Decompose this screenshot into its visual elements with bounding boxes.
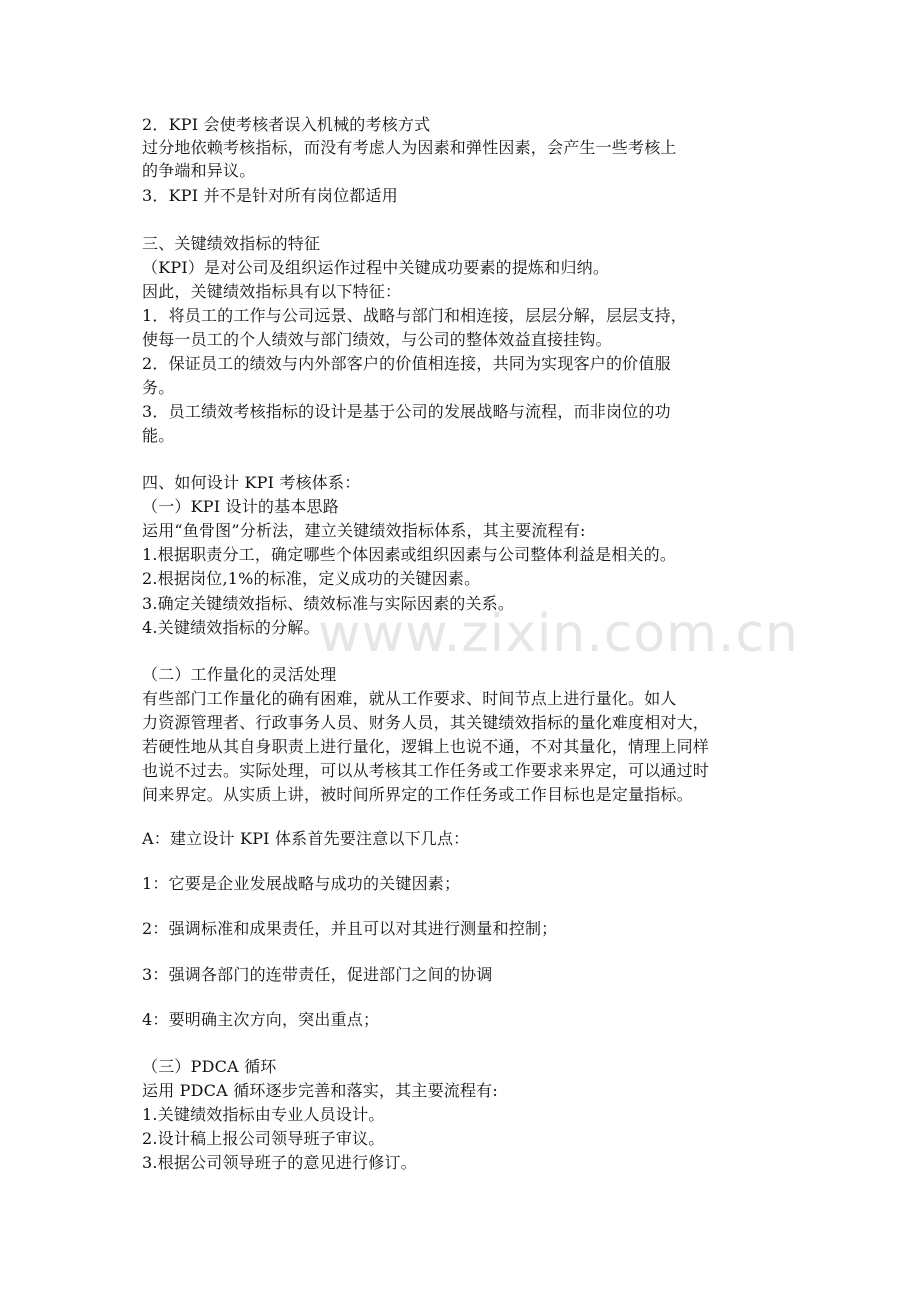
subsection-heading: （二）工作量化的灵活处理 xyxy=(142,665,337,684)
text-line: 的争端和异议。 xyxy=(142,161,256,180)
text-line: 2．KPI 会使考核者误入机械的考核方式 xyxy=(142,115,431,134)
section-heading: 三、关键绩效指标的特征 xyxy=(142,234,321,253)
text-line: 若硬性地从其自身职责上进行量化，逻辑上也说不通，不对其量化，情理上同样 xyxy=(142,737,710,756)
text-line: 2．保证员工的绩效与内外部客户的价值相连接，共同为实现客户的价值服 xyxy=(142,354,671,373)
list-item: 1：它要是企业发展战略与成功的关键因素； xyxy=(142,874,461,893)
text-line: 1．将员工的工作与公司远景、战略与部门和相连接，层层分解，层层支持， xyxy=(142,306,687,325)
text-line: 有些部门工作量化的确有困难，就从工作要求、时间节点上进行量化。如人 xyxy=(142,689,677,708)
list-item: 4：要明确主次方向，突出重点； xyxy=(142,1010,380,1029)
list-item: 2：强调标准和成果责任，并且可以对其进行测量和控制； xyxy=(142,919,558,938)
list-item: 3.确定关键绩效指标、绩效标准与实际因素的关系。 xyxy=(142,594,515,613)
list-item: 3：强调各部门的连带责任，促进部门之间的协调 xyxy=(142,965,493,984)
subsection-heading: （三）PDCA 循环 xyxy=(142,1057,277,1076)
text-line: 运用“鱼骨图”分析法，建立关键绩效指标体系，其主要流程有: xyxy=(142,521,586,540)
text-line: （KPI）是对公司及组织运作过程中关键成功要素的提炼和归纳。 xyxy=(142,258,610,277)
text-line: 3．KPI 并不是针对所有岗位都适用 xyxy=(142,186,398,205)
list-item: 2.设计稿上报公司领导班子审议。 xyxy=(142,1129,385,1148)
text-line: 使每一员工的个人绩效与部门绩效，与公司的整体效益直接挂钩。 xyxy=(142,330,612,349)
text-line: 也说不过去。实际处理，可以从考核其工作任务或工作要求来界定，可以通过时 xyxy=(142,761,710,780)
section-heading: 四、如何设计 KPI 考核体系： xyxy=(142,473,361,492)
text-line: 因此，关键绩效指标具有以下特征： xyxy=(142,282,402,301)
subsection-heading: （一）KPI 设计的基本思路 xyxy=(142,497,339,516)
list-item: 1.根据职责分工，确定哪些个体因素或组织因素与公司整体利益是相关的。 xyxy=(142,545,677,564)
text-line: 能。 xyxy=(142,426,175,445)
text-line: A：建立设计 KPI 体系首先要注意以下几点： xyxy=(142,829,470,848)
text-line: 间来界定。从实质上讲，被时间所界定的工作任务或工作目标也是定量指标。 xyxy=(142,785,693,804)
list-item: 1.关键绩效指标由专业人员设计。 xyxy=(142,1105,385,1124)
list-item: 2.根据岗位,1%的标准，定义成功的关键因素。 xyxy=(142,569,481,588)
watermark: www.zixin.com.cn xyxy=(318,604,799,664)
text-line: 运用 PDCA 循环逐步完善和落实，其主要流程有: xyxy=(142,1081,498,1100)
text-line: 过分地依赖考核指标，而没有考虑人为因素和弹性因素，会产生一些考核上 xyxy=(142,138,677,157)
list-item: 4.关键绩效指标的分解。 xyxy=(142,618,320,637)
text-line: 3．员工绩效考核指标的设计是基于公司的发展战略与流程，而非岗位的功 xyxy=(142,402,671,421)
text-line: 务。 xyxy=(142,378,175,397)
list-item: 3.根据公司领导班子的意见进行修订。 xyxy=(142,1153,417,1172)
text-line: 力资源管理者、行政事务人员、财务人员，其关键绩效指标的量化难度相对大， xyxy=(142,713,710,732)
